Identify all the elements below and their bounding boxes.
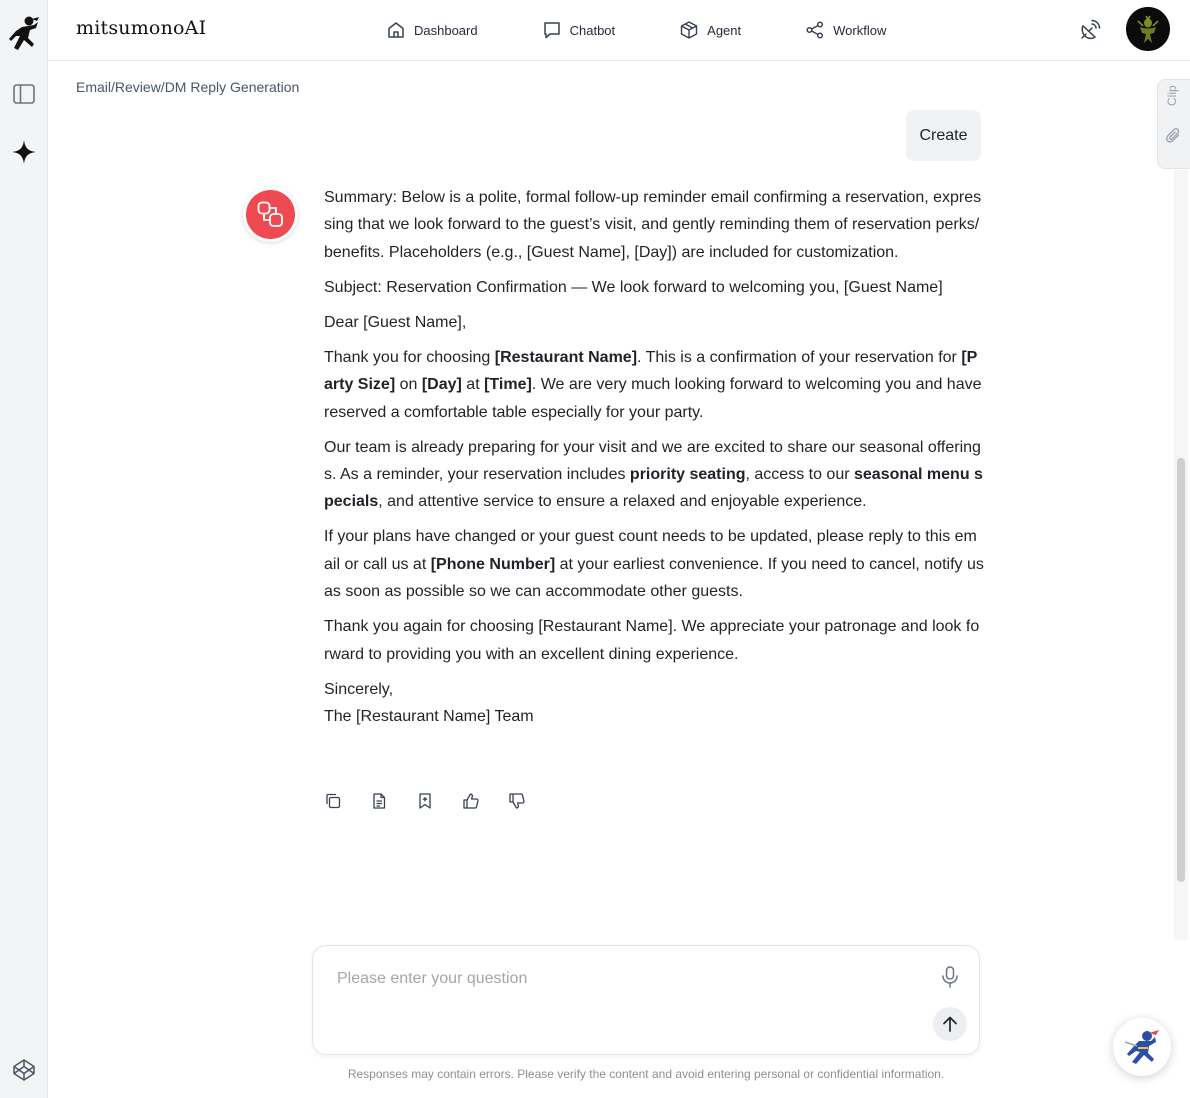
cube-icon xyxy=(679,20,699,40)
nav-label: Agent xyxy=(707,22,742,38)
thumbs-down-icon[interactable] xyxy=(508,792,526,810)
satellite-dish-icon[interactable] xyxy=(1078,18,1102,42)
bookmark-add-icon[interactable] xyxy=(416,792,434,810)
home-icon xyxy=(386,20,406,40)
microphone-icon[interactable] xyxy=(939,965,961,989)
nav-dashboard[interactable] xyxy=(386,20,478,40)
arrow-up-icon xyxy=(940,1014,960,1034)
ninja-mascot-icon xyxy=(1121,1026,1163,1068)
codepen-cube-icon[interactable] xyxy=(12,1058,36,1082)
sparkle-icon[interactable] xyxy=(11,139,37,165)
assistant-reply xyxy=(324,184,984,730)
paperclip-icon xyxy=(1165,127,1183,145)
user-message-bubble: Create xyxy=(906,110,981,161)
reply-paragraph-1: Thank you for choosing [Restaurant Name]. This is a confirmation of your reservation for [Party Size] on [Day] at [Time]. We are very much looking forward to welcoming you and have reserved a comfortable table especially for your party. xyxy=(324,348,982,421)
nav-label: Dashboard xyxy=(414,22,478,38)
nav-chatbot[interactable] xyxy=(542,20,616,40)
nav-label: Workflow xyxy=(833,22,887,38)
thumbs-up-icon[interactable] xyxy=(462,792,480,810)
copy-icon[interactable] xyxy=(324,792,342,810)
document-icon[interactable] xyxy=(370,792,388,810)
scrollbar-thumb[interactable] xyxy=(1177,458,1185,882)
send-button[interactable] xyxy=(933,1007,967,1041)
brand-name[interactable]: mitsumonoAI xyxy=(76,17,207,39)
chat-icon xyxy=(542,20,562,40)
bot-logo-icon xyxy=(256,200,285,229)
top-header xyxy=(48,0,1190,61)
reply-closing: Sincerely, The [Restaurant Name] Team xyxy=(324,680,534,726)
nav-label: Chatbot xyxy=(569,22,616,38)
clip-side-tab[interactable] xyxy=(1157,79,1190,169)
nav-workflow[interactable] xyxy=(805,20,886,40)
disclaimer-text: Responses may contain errors. Please verify the content and avoid entering personal or confidential information. xyxy=(347,1067,945,1081)
share-icon xyxy=(805,20,825,40)
bot-avatar xyxy=(243,187,298,242)
left-rail xyxy=(0,0,48,1098)
breadcrumb: Email/Review/DM Reply Generation xyxy=(76,79,300,95)
question-input[interactable] xyxy=(337,966,917,992)
reply-greeting: Dear [Guest Name], xyxy=(324,313,467,331)
reply-subject: Subject: Reservation Confirmation — We look forward to welcoming you, [Guest Name] xyxy=(324,278,943,296)
clip-label: Clip xyxy=(1165,85,1179,106)
ninja-logo-icon[interactable] xyxy=(8,14,40,54)
reply-actions xyxy=(324,792,526,810)
reply-paragraph-2: Our team is already preparing for your visit and we are excited to share our seasonal offerings. As a reminder, your reservation includes priority seating, access to our seasonal menu specials, and attentive service to ensure a relaxed and enjoyable experience. xyxy=(324,438,983,511)
chat-input-box xyxy=(312,945,980,1055)
nav-agent[interactable] xyxy=(679,20,741,40)
floating-assistant-button[interactable] xyxy=(1113,1018,1171,1076)
reply-paragraph-4: Thank you again for choosing [Restaurant Name]. We appreciate your patronage and look forward to providing you with an excellent dining experience. xyxy=(324,618,980,663)
sidebar-toggle-icon[interactable] xyxy=(12,83,36,105)
reply-paragraph-3: If your plans have changed or your guest count needs to be updated, please reply to this email or call us at [Phone Number] at your earliest convenience. If you need to cancel, notify us as soon as possible so we can accommodate other guests. xyxy=(324,528,984,601)
user-avatar[interactable] xyxy=(1126,7,1170,51)
main-nav xyxy=(386,0,886,60)
reply-summary: Summary: Below is a polite, formal follow-up reminder email confirming a reservation, expressing that we look forward to the guest’s visit, and gently reminding them of reservation perks/benefits. Placeholders (e.g., [Guest Name], [Day]) are included for customization. xyxy=(324,189,982,261)
